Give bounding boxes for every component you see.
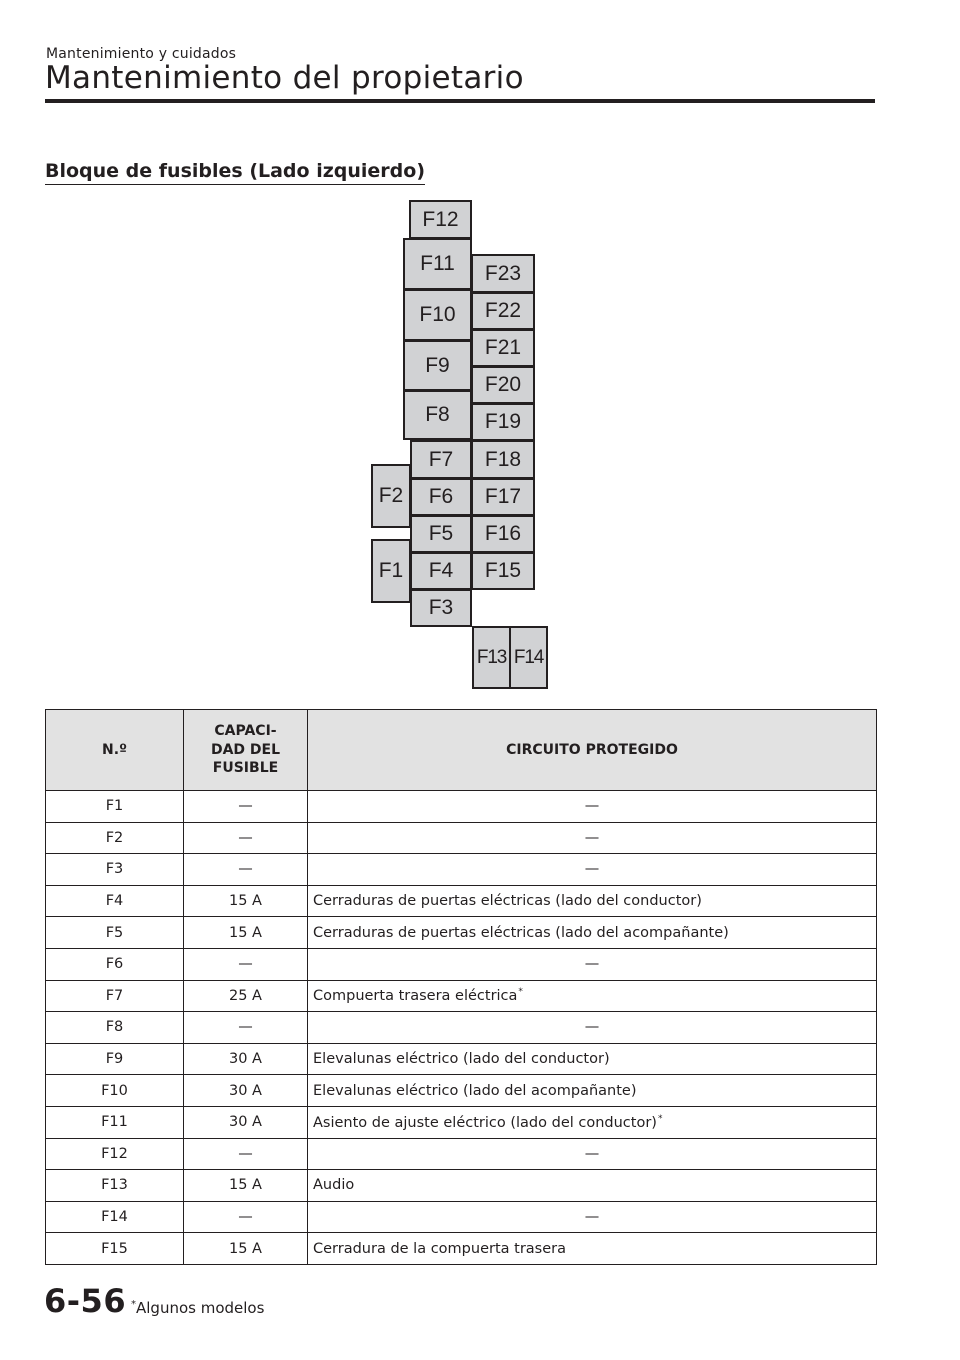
- fuse-capacity-cell: 15 A: [184, 885, 308, 917]
- footnote-text: Algunos modelos: [136, 1299, 265, 1317]
- header-section: Mantenimiento y cuidados: [46, 46, 237, 62]
- protected-circuit-cell: [308, 1012, 877, 1044]
- fuse-number-cell: F9: [46, 1043, 184, 1075]
- fuse-capacity-cell: —: [184, 854, 308, 886]
- fuse-capacity-cell: —: [184, 1201, 308, 1233]
- protected-circuit-cell: [308, 1075, 877, 1107]
- circuit-label: Compuerta trasera eléctrica: [313, 988, 518, 1005]
- circuit-label: —: [584, 798, 600, 815]
- table-row: [46, 822, 877, 854]
- fuse-table: [45, 709, 877, 1265]
- fuse-f21: F21: [471, 329, 535, 367]
- fuse-capacity-cell: 15 A: [184, 1233, 308, 1265]
- table-row: [46, 917, 877, 949]
- fuse-f2: F2: [371, 464, 411, 528]
- fuse-number-cell: F13: [46, 1170, 184, 1202]
- fuse-f1: F1: [371, 539, 411, 603]
- circuit-label: —: [584, 1145, 600, 1162]
- circuit-label: Cerraduras de puertas eléctricas (lado del acompañante): [313, 924, 729, 941]
- fuse-capacity-cell: 30 A: [184, 1043, 308, 1075]
- fuse-number-cell: F6: [46, 948, 184, 980]
- circuit-label: —: [584, 1019, 600, 1036]
- fuse-capacity-cell: 30 A: [184, 1075, 308, 1107]
- fuse-f15: F15: [471, 552, 535, 590]
- fuse-capacity-cell: —: [184, 791, 308, 823]
- fuse-f19: F19: [471, 403, 535, 441]
- fuse-f7: F7: [410, 440, 472, 479]
- footnote-asterisk: *: [131, 1299, 136, 1310]
- fuse-f14: F14: [509, 626, 548, 689]
- fuse-number-cell: F5: [46, 917, 184, 949]
- fuse-capacity-cell: —: [184, 1138, 308, 1170]
- fuse-f22: F22: [471, 292, 535, 330]
- table-row: [46, 1233, 877, 1265]
- fuse-capacity-cell: 30 A: [184, 1106, 308, 1138]
- protected-circuit-cell: [308, 1138, 877, 1170]
- fuse-number-cell: F3: [46, 854, 184, 886]
- circuit-label: Cerraduras de puertas eléctricas (lado del conductor): [313, 893, 702, 910]
- protected-circuit-cell: [308, 917, 877, 949]
- protected-circuit-cell: [308, 1106, 877, 1138]
- fuse-f16: F16: [471, 515, 535, 553]
- table-header-row: [46, 710, 877, 791]
- optional-model-asterisk: *: [518, 987, 523, 998]
- table-row: [46, 948, 877, 980]
- table-row: [46, 1138, 877, 1170]
- fuse-number-cell: F15: [46, 1233, 184, 1265]
- circuit-label: —: [584, 956, 600, 973]
- fuse-f6: F6: [410, 478, 472, 516]
- table-row: [46, 791, 877, 823]
- fuse-number-cell: F4: [46, 885, 184, 917]
- protected-circuit-cell: [308, 885, 877, 917]
- fuse-capacity-cell: 15 A: [184, 1170, 308, 1202]
- fuse-number-cell: F10: [46, 1075, 184, 1107]
- optional-model-asterisk: *: [657, 1113, 663, 1124]
- table-row: [46, 980, 877, 1012]
- fuse-f8: F8: [403, 390, 472, 440]
- circuit-label: Asiento de ajuste eléctrico (lado del conductor): [313, 1114, 657, 1131]
- circuit-label: —: [584, 861, 600, 878]
- fuse-number-cell: F8: [46, 1012, 184, 1044]
- fuse-f4: F4: [410, 552, 472, 590]
- protected-circuit-cell: [308, 822, 877, 854]
- page-number: 6-56: [44, 1282, 127, 1320]
- fuse-f13: F13: [472, 626, 511, 689]
- fuse-capacity-cell: 25 A: [184, 980, 308, 1012]
- protected-circuit-cell: [308, 948, 877, 980]
- table-row: [46, 1043, 877, 1075]
- fuse-number-cell: F11: [46, 1106, 184, 1138]
- fuse-capacity-cell: —: [184, 822, 308, 854]
- fuse-f17: F17: [471, 478, 535, 516]
- fuse-capacity-cell: —: [184, 1012, 308, 1044]
- table-row: [46, 1170, 877, 1202]
- fuse-f5: F5: [410, 515, 472, 553]
- fuse-f23: F23: [471, 254, 535, 293]
- fuse-f11: F11: [403, 238, 472, 290]
- footnote: [131, 1299, 264, 1317]
- circuit-label: Elevalunas eléctrico (lado del conductor): [313, 1051, 610, 1068]
- table-row: [46, 854, 877, 886]
- table-row: [46, 1075, 877, 1107]
- table-row: [46, 1106, 877, 1138]
- fuse-f9: F9: [403, 340, 472, 391]
- fuse-number-cell: F2: [46, 822, 184, 854]
- fuse-number-cell: F7: [46, 980, 184, 1012]
- table-row: [46, 1201, 877, 1233]
- fuse-capacity-cell: —: [184, 948, 308, 980]
- page-title: Mantenimiento del propietario: [45, 60, 524, 96]
- protected-circuit-cell: [308, 1043, 877, 1075]
- table-row: [46, 1012, 877, 1044]
- circuit-label: Elevalunas eléctrico (lado del acompañante): [313, 1082, 637, 1099]
- protected-circuit-cell: [308, 1201, 877, 1233]
- block-title: Bloque de fusibles (Lado izquierdo): [45, 160, 425, 185]
- fuse-f12: F12: [409, 200, 472, 239]
- protected-circuit-cell: [308, 854, 877, 886]
- fuse-capacity-cell: 15 A: [184, 917, 308, 949]
- circuit-label: —: [584, 1209, 600, 1226]
- circuit-label: Cerradura de la compuerta trasera: [313, 1240, 566, 1257]
- protected-circuit-cell: [308, 1233, 877, 1265]
- column-header-circuit: CIRCUITO PROTEGIDO: [308, 710, 877, 791]
- protected-circuit-cell: [308, 791, 877, 823]
- circuit-label: Audio: [313, 1177, 355, 1194]
- fuse-number-cell: F14: [46, 1201, 184, 1233]
- fuse-f18: F18: [471, 440, 535, 479]
- fuse-f3: F3: [410, 589, 472, 627]
- column-header-capacity: CAPACI- DAD DEL FUSIBLE: [184, 710, 308, 791]
- protected-circuit-cell: [308, 1170, 877, 1202]
- fuse-f20: F20: [471, 366, 535, 404]
- fuse-f10: F10: [403, 289, 472, 341]
- column-header-number: N.º: [46, 710, 184, 791]
- fuse-number-cell: F12: [46, 1138, 184, 1170]
- circuit-label: —: [584, 829, 600, 846]
- fuse-number-cell: F1: [46, 791, 184, 823]
- header-divider: [45, 99, 875, 103]
- table-row: [46, 885, 877, 917]
- protected-circuit-cell: [308, 980, 877, 1012]
